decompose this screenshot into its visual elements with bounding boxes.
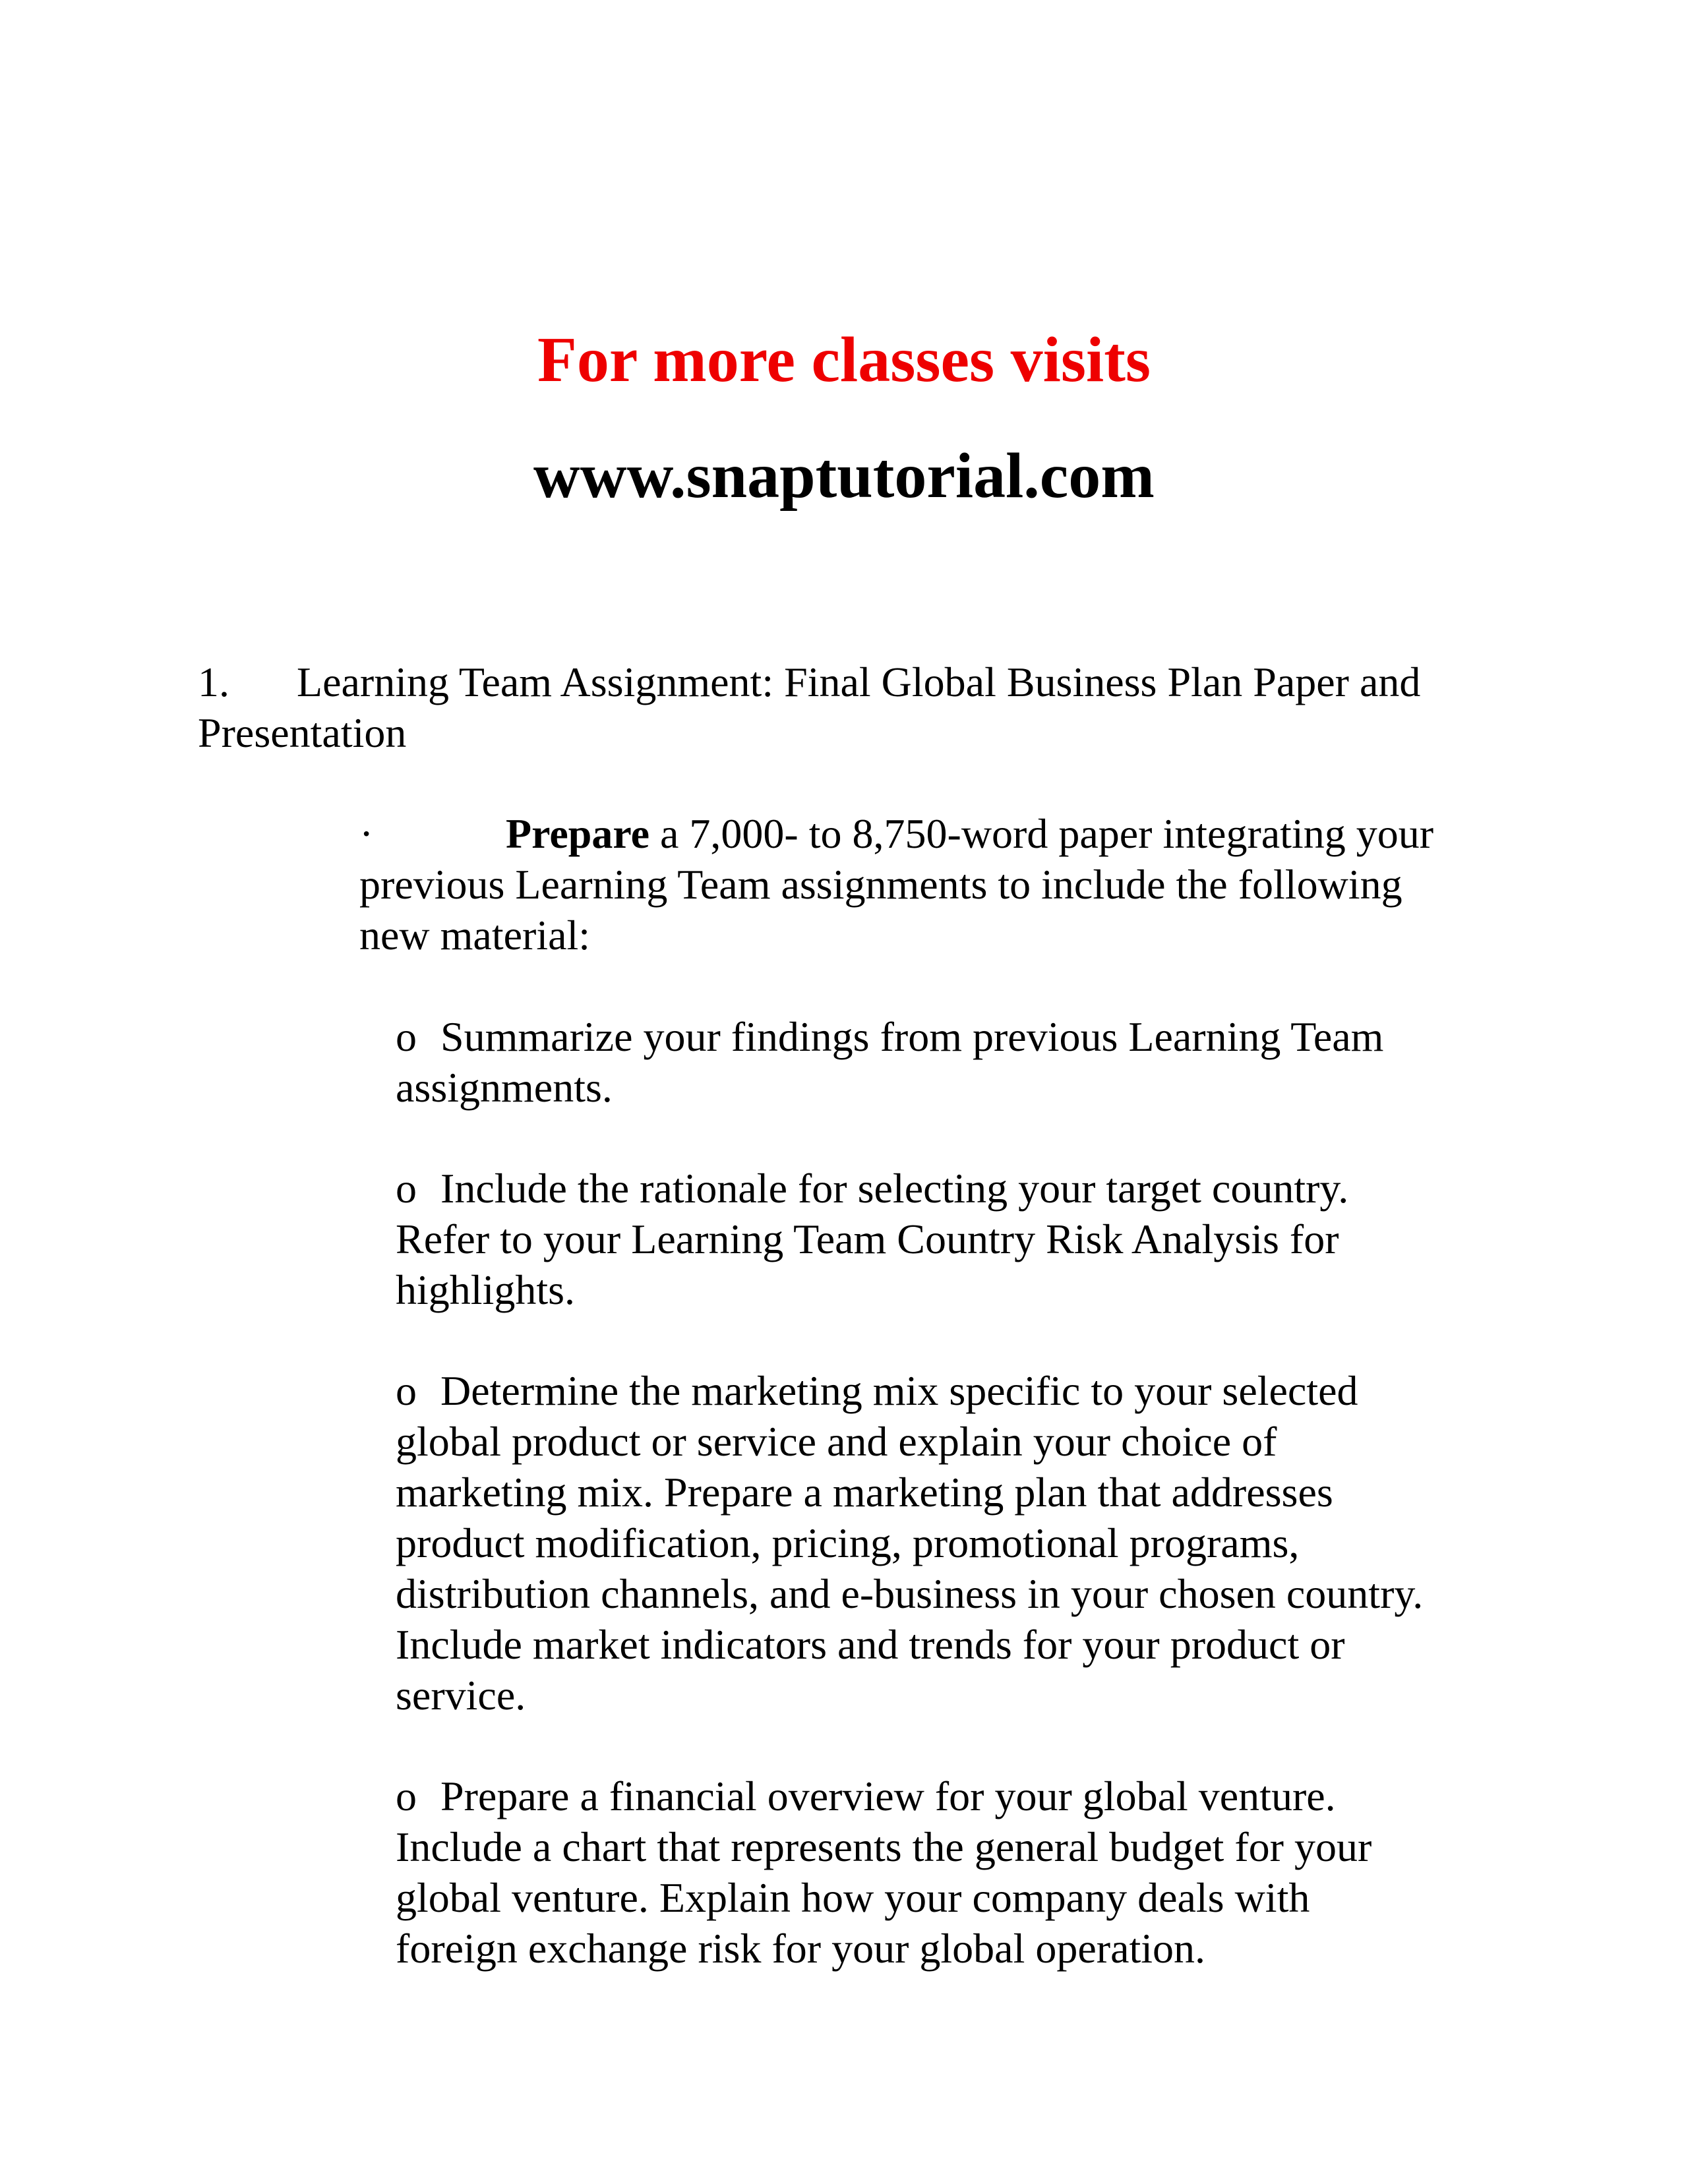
bullet-line-1-text: a 7,000- to 8,750-word paper integrating your — [649, 810, 1434, 857]
assignment-title-part-2: Presentation — [198, 709, 407, 756]
sub-item-line: foreign exchange risk for your global operation. — [396, 1925, 1206, 1972]
sub-item-line: product modification, pricing, promotional programs, — [396, 1520, 1300, 1566]
bullet-line-1 — [359, 808, 1433, 859]
promo-heading: For more classes visits — [537, 324, 1151, 396]
sub-item-marker: o — [396, 1165, 417, 1212]
assignment-title-part-1: Learning Team Assignment: Final Global Business Plan Paper and — [297, 659, 1421, 705]
sub-item — [396, 1771, 1372, 1974]
assignment-heading-line-1 — [198, 657, 1420, 707]
sub-item-marker: o — [396, 1367, 417, 1414]
sub-item-line — [396, 1365, 1423, 1416]
bullet-item — [359, 808, 1433, 960]
sub-item-marker: o — [396, 1773, 417, 1819]
sub-item-line — [396, 1163, 1348, 1214]
sub-item-line: global venture. Explain how your company deals with — [396, 1874, 1310, 1921]
sub-item-text: Summarize your findings from previous Learning Team — [440, 1013, 1384, 1060]
sub-item — [396, 1011, 1383, 1113]
sub-item-text: Determine the marketing mix specific to your selected — [440, 1367, 1358, 1414]
sub-item-line: marketing mix. Prepare a marketing plan that addresses — [396, 1469, 1333, 1516]
sub-item — [396, 1163, 1348, 1315]
sub-item-line: assignments. — [396, 1064, 613, 1111]
sub-item-line: Include a chart that represents the general budget for your — [396, 1823, 1372, 1870]
sub-item-line: Refer to your Learning Team Country Risk Analysis for — [396, 1216, 1339, 1262]
assignment-heading — [198, 657, 1420, 758]
sub-item-line — [396, 1011, 1383, 1062]
sub-item-marker: o — [396, 1013, 417, 1060]
sub-item-line: global product or service and explain your choice of — [396, 1418, 1277, 1465]
sub-item-line: Include market indicators and trends for your product or — [396, 1621, 1345, 1668]
bullet-line-2: previous Learning Team assignments to include the following — [359, 861, 1402, 908]
sub-item-line: distribution channels, and e-business in your chosen country. — [396, 1570, 1424, 1617]
sub-item-line: highlights. — [396, 1266, 576, 1313]
bullet-line-3: new material: — [359, 912, 591, 959]
website-heading: www.snaptutorial.com — [533, 440, 1155, 512]
sub-item — [396, 1365, 1423, 1721]
sub-item-line — [396, 1771, 1372, 1821]
sub-item-line: service. — [396, 1672, 526, 1719]
sub-item-text: Include the rationale for selecting your target country. — [440, 1165, 1349, 1212]
bullet-marker: · — [359, 810, 374, 857]
item-number: 1. — [198, 659, 229, 705]
bullet-bold-word: Prepare — [506, 810, 649, 857]
sub-item-text: Prepare a financial overview for your global venture. — [440, 1773, 1336, 1819]
